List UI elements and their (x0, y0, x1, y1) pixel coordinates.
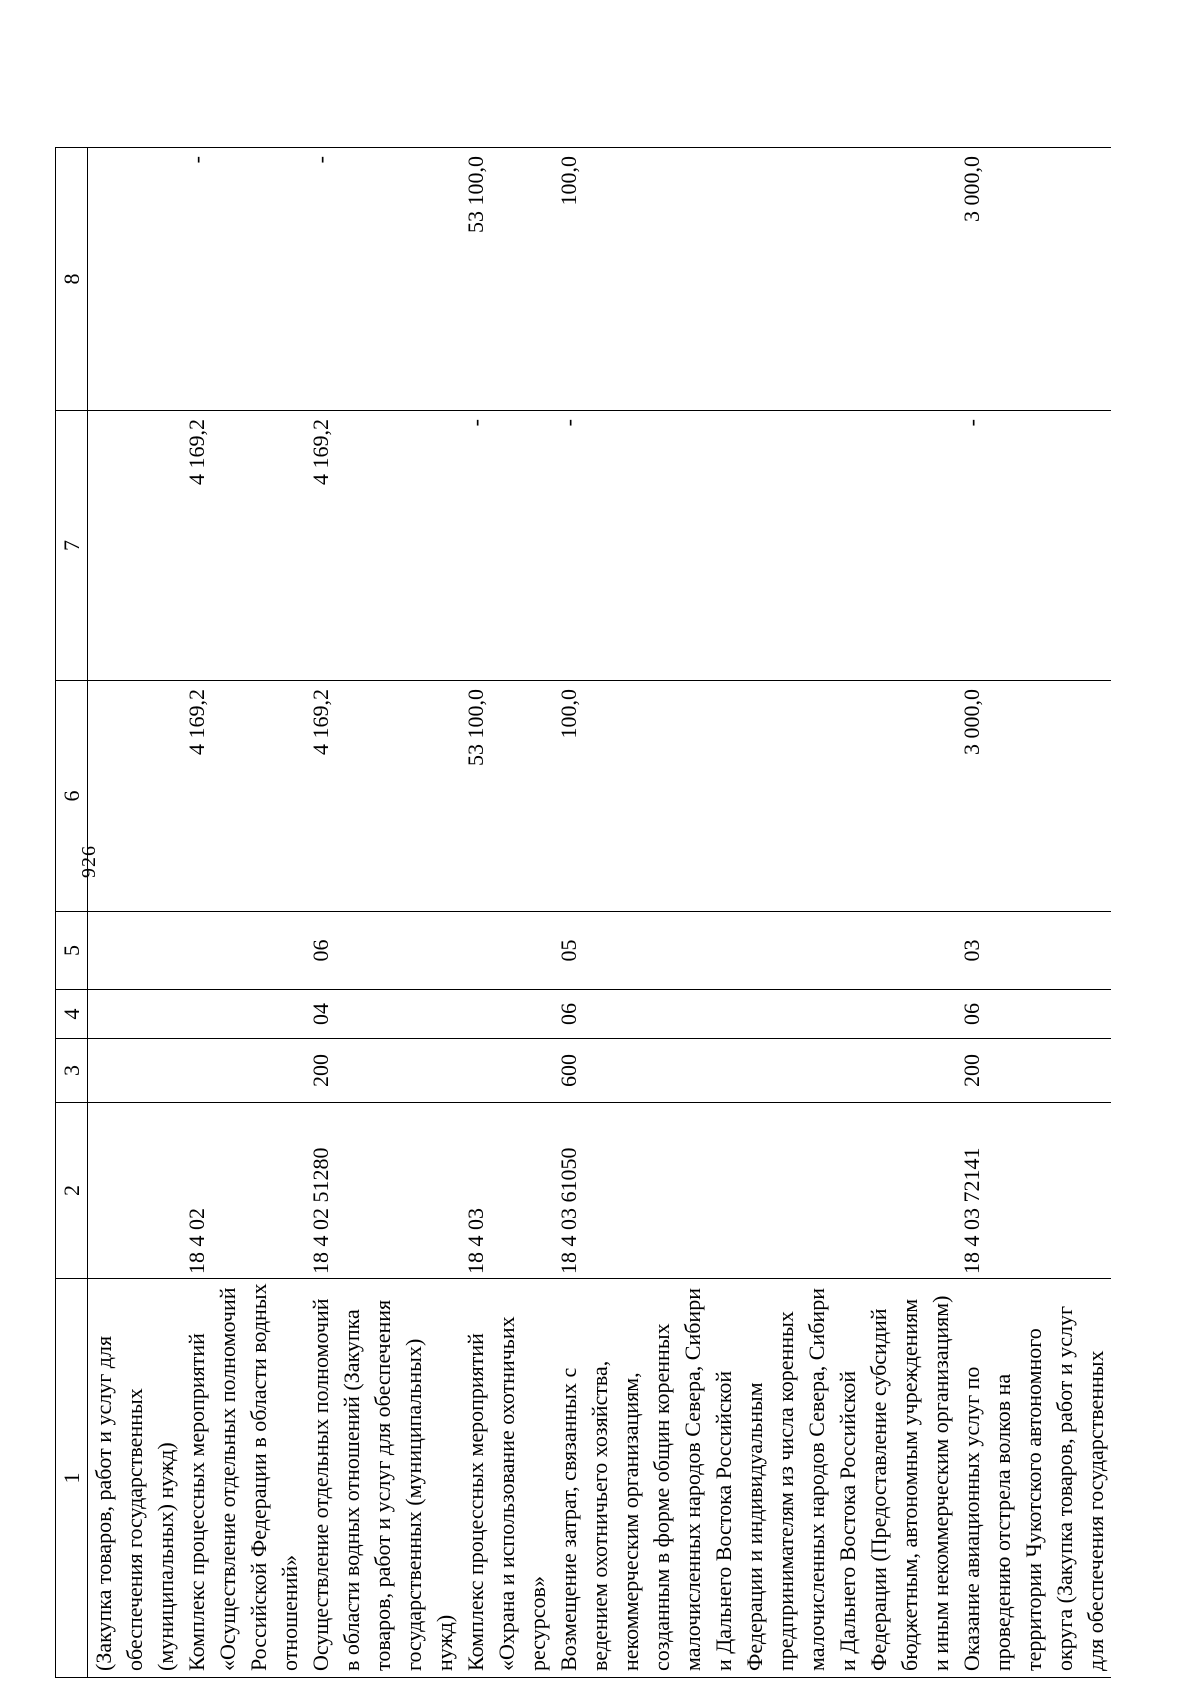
target-code: 18 4 03 72141 (956, 1103, 1111, 1279)
amount-col8: - (305, 148, 460, 411)
table-row (181, 148, 305, 1678)
amount-col8: 100,0 (553, 148, 956, 411)
amount-total (88, 681, 182, 912)
subsection (88, 912, 182, 990)
amount-col7 (88, 411, 182, 681)
expense-type (181, 1039, 305, 1103)
table-row (460, 148, 553, 1678)
amount-total: 53 100,0 (460, 681, 553, 912)
subsection: 06 (305, 912, 460, 990)
section: 06 (956, 990, 1111, 1039)
subsection: 05 (553, 912, 956, 990)
amount-col7: 4 169,2 (181, 411, 305, 681)
amount-col7: - (460, 411, 553, 681)
table-row (956, 148, 1111, 1678)
target-code: 18 4 03 61050 (553, 1103, 956, 1279)
column-header: 7 (56, 411, 88, 681)
subsection: 03 (956, 912, 1111, 990)
column-header: 5 (56, 912, 88, 990)
amount-col8 (88, 148, 182, 411)
amount-total: 4 169,2 (181, 681, 305, 912)
expense-type (460, 1039, 553, 1103)
table-row (305, 148, 460, 1678)
expense-type (88, 1039, 182, 1103)
amount-col8: 53 100,0 (460, 148, 553, 411)
page-number: 926 (78, 845, 100, 878)
section (181, 990, 305, 1039)
amount-col8: - (181, 148, 305, 411)
amount-total: 100,0 (553, 681, 956, 912)
item-name: Комплекс процессных мероприятий «Охрана и использование охотничьих ресурсов» (460, 1279, 553, 1678)
column-header: 6 (56, 681, 88, 912)
item-name: Комплекс процессных мероприятий «Осуществление отдельных полномочий Российской Федерации в области водных отношений» (181, 1279, 305, 1678)
header-row (56, 148, 88, 1678)
column-header: 4 (56, 990, 88, 1039)
item-name: Оказание авиационных услуг по проведению отстрела волков на территории Чукотского автономного округа (Закупка товаров, работ и услуг для обеспечения государственных (956, 1279, 1111, 1678)
expense-type: 200 (956, 1039, 1111, 1103)
section (88, 990, 182, 1039)
budget-table (55, 147, 1111, 1678)
amount-total: 4 169,2 (305, 681, 460, 912)
table-row (88, 148, 182, 1678)
column-header: 8 (56, 148, 88, 411)
amount-col7: - (956, 411, 1111, 681)
section: 04 (305, 990, 460, 1039)
item-name: Осуществление отдельных полномочий в области водных отношений (Закупка товаров, работ и услуг для обеспечения государственных (муниципальных) нужд) (305, 1279, 460, 1678)
subsection (181, 912, 305, 990)
amount-col8: 3 000,0 (956, 148, 1111, 411)
subsection (460, 912, 553, 990)
item-name: Возмещение затрат, связанных с ведением охотничьего хозяйства, некоммерческим организациям, созданным в форме общин коренных малочисленных народов Севера, Сибири и Дальнего Востока Российской Федерации и индивидуальным предпринимателям из числа коренных малочисленных народов Севера, Сибири и Дальнего Востока Российской Федерации (Предоставление субсидий бюджетным, автономным учреждениям и иным некоммерческим организациям) (553, 1279, 956, 1678)
expense-type: 600 (553, 1039, 956, 1103)
section (460, 990, 553, 1039)
section: 06 (553, 990, 956, 1039)
column-header: 3 (56, 1039, 88, 1103)
target-code: 18 4 02 (181, 1103, 305, 1279)
expense-type: 200 (305, 1039, 460, 1103)
amount-total: 3 000,0 (956, 681, 1111, 912)
target-code: 18 4 03 (460, 1103, 553, 1279)
column-header: 2 (56, 1103, 88, 1279)
target-code: 18 4 02 51280 (305, 1103, 460, 1279)
target-code (88, 1103, 182, 1279)
table-row (553, 148, 956, 1678)
item-name: (Закупка товаров, работ и услуг для обеспечения государственных (муниципальных) нужд) (88, 1279, 182, 1678)
column-header: 1 (56, 1279, 88, 1678)
amount-col7: 4 169,2 (305, 411, 460, 681)
amount-col7: - (553, 411, 956, 681)
